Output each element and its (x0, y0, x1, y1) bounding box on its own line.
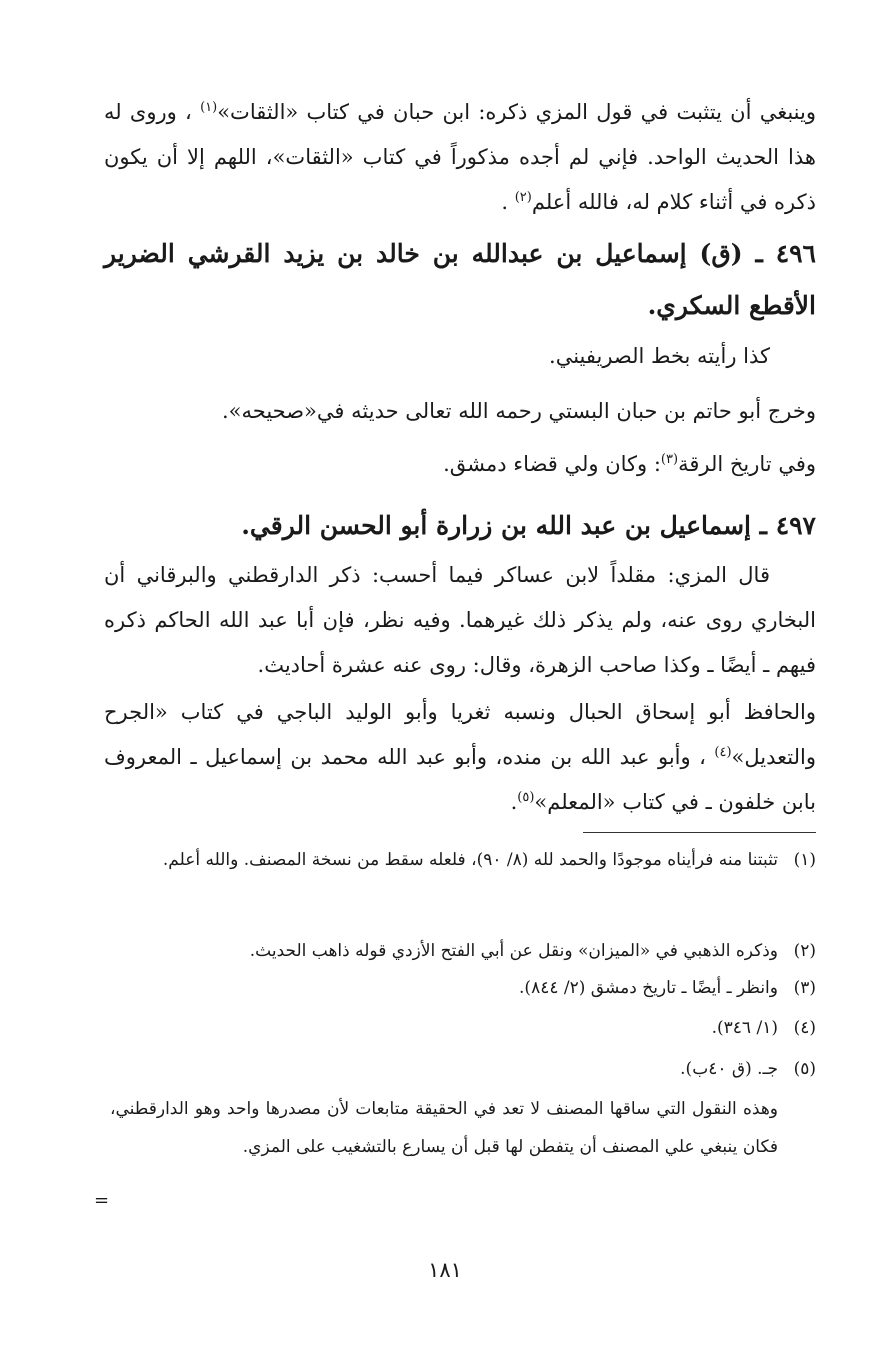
paragraph-text: وينبغي أن يتثبت في قول المزي ذكره: ابن حبان في كتاب «الثقات» (217, 100, 816, 124)
footnote-text: جـ. (ق ٤٠ب). (680, 1059, 778, 1079)
paragraph-text: : وكان ولي قضاء دمشق. (443, 452, 661, 476)
footnote-ref: (٤) (714, 745, 732, 760)
footnote-text: وذكره الذهبي في «الميزان» ونقل عن أبي الفتح الأزدي قوله ذاهب الحديث. (249, 941, 778, 961)
continuation-marker: = (94, 1190, 110, 1211)
footnote-1 (104, 842, 816, 879)
entry-heading-497: ٤٩٧ ـ إسماعيل بن عبد الله بن زرارة أبو الحسن الرقي. (241, 511, 816, 540)
paragraph-text: . (510, 790, 518, 814)
paragraph-ibn-hibban: وخرج أبو حاتم بن حبان البستي رحمه الله تعالى حديثه في«صحيحه». (222, 399, 816, 423)
footnote-separator (583, 832, 816, 833)
footnote-ref: (٣) (660, 452, 679, 467)
footnote-ref: (١) (200, 100, 218, 115)
footnote-text: تثبتنا منه فرأيناه موجودًا والحمد لله (٨/ ٩٠)، فلعله سقط من نسخة المصنف. والله أعلم. (162, 850, 778, 870)
paragraph-text: . (501, 190, 509, 214)
paragraph-hafiz (104, 690, 816, 825)
footnote-number: (٥) (793, 1059, 816, 1079)
footnote-ref: (٥) (517, 790, 535, 805)
footnote-text: وانظر ـ أيضًا ـ تاريخ دمشق (٢/ ٨٤٤). (519, 978, 778, 998)
footnote-number: (٢) (793, 941, 816, 961)
footnote-3 (104, 970, 816, 1007)
footnote-number: (٣) (793, 978, 816, 998)
footnote-ref: (٢) (514, 190, 532, 205)
paragraph-text: وفي تاريخ الرقة (678, 452, 816, 476)
footnote-number: (٤) (793, 1018, 816, 1038)
paragraph-text: ، وروى له هذا الحديث الواحد. فإني لم أجده مذكوراً في كتاب «الثقات»، اللهم إلا أن يكون ذكره في أثناء كلام له، فالله أعلم (104, 100, 816, 214)
editor-margin-note: وهذه النقول التي ساقها المصنف لا تعد في الحقيقة متابعات لأن مصدرها واحد وهو الدارقطني، فكان ينبغي علي المصنف أن يتفطن لها قبل أن يسارع بالتشغيب على المزي. (110, 1099, 778, 1157)
paragraph-text: والحافظ أبو إسحاق الحبال ونسبه ثغريا وأبو الوليد الباجي في كتاب «الجرح والتعديل» (104, 700, 816, 769)
page-number: ١٨١ (428, 1258, 462, 1282)
footnote-text: (١/ ٣٤٦). (711, 1018, 778, 1038)
paragraph-mizzi: قال المزي: مقلداً لابن عساكر فيما أحسب: ذكر الدارقطني والبرقاني أن البخاري روى عنه، ولم يذكر ذلك غيرهما. وفيه نظر، فإن أبا عبد الله الحاكم ذكره فيهم ـ أيضًا ـ وكذا صاحب الزهرة، وقال: روى عنه عشرة أحاديث. (104, 563, 816, 677)
footnote-number: (١) (793, 850, 816, 870)
paragraph-script-note: كذا رأيته بخط الصريفيني. (549, 344, 770, 368)
paragraph-intro (104, 90, 816, 225)
paragraph-raqqa (104, 442, 816, 487)
footnote-5 (104, 1051, 816, 1088)
footnote-4 (104, 1010, 816, 1047)
footnote-2 (104, 933, 816, 970)
entry-heading-496: ٤٩٦ ـ (ق) إسماعيل بن عبدالله بن خالد بن يزيد القرشي الضرير الأقطع السكري. (104, 239, 816, 320)
paragraph-text: ، وأبو عبد الله بن منده، وأبو عبد الله محمد بن إسماعيل ـ المعروف بابن خلفون ـ في كتاب «المعلم» (104, 745, 816, 814)
